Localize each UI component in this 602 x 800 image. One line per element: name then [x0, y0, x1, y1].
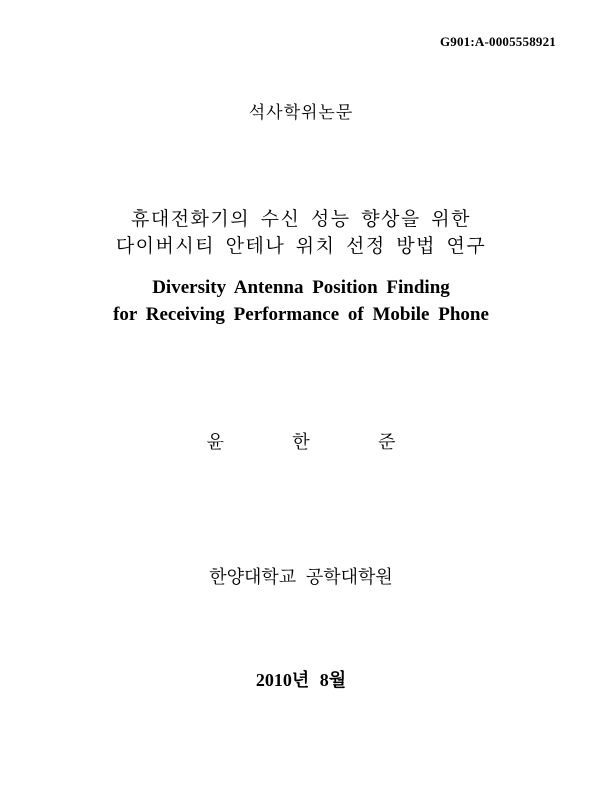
author-name-char: 한	[292, 432, 310, 453]
korean-title-line-1: 휴대전화기의 수신 성능 향상을 위한	[131, 208, 471, 230]
submission-date: 2010년 8월	[255, 670, 347, 690]
degree-type: 석사학위논문	[248, 103, 354, 123]
author-name-char: 윤	[206, 432, 224, 453]
english-title	[0, 274, 602, 328]
english-title-line-1: Diversity Antenna Position Finding	[152, 277, 450, 298]
author-name	[0, 428, 602, 454]
korean-title	[0, 206, 602, 260]
english-title-line-2: for Receiving Performance of Mobile Phone	[113, 304, 489, 325]
author-name-char: 준	[378, 432, 396, 453]
document-id: G901:A-0005558921	[439, 34, 556, 49]
korean-title-line-2: 다이버시티 안테나 위치 선정 방법 연구	[115, 235, 487, 257]
institution-name: 한양대학교 공학대학원	[209, 567, 393, 588]
